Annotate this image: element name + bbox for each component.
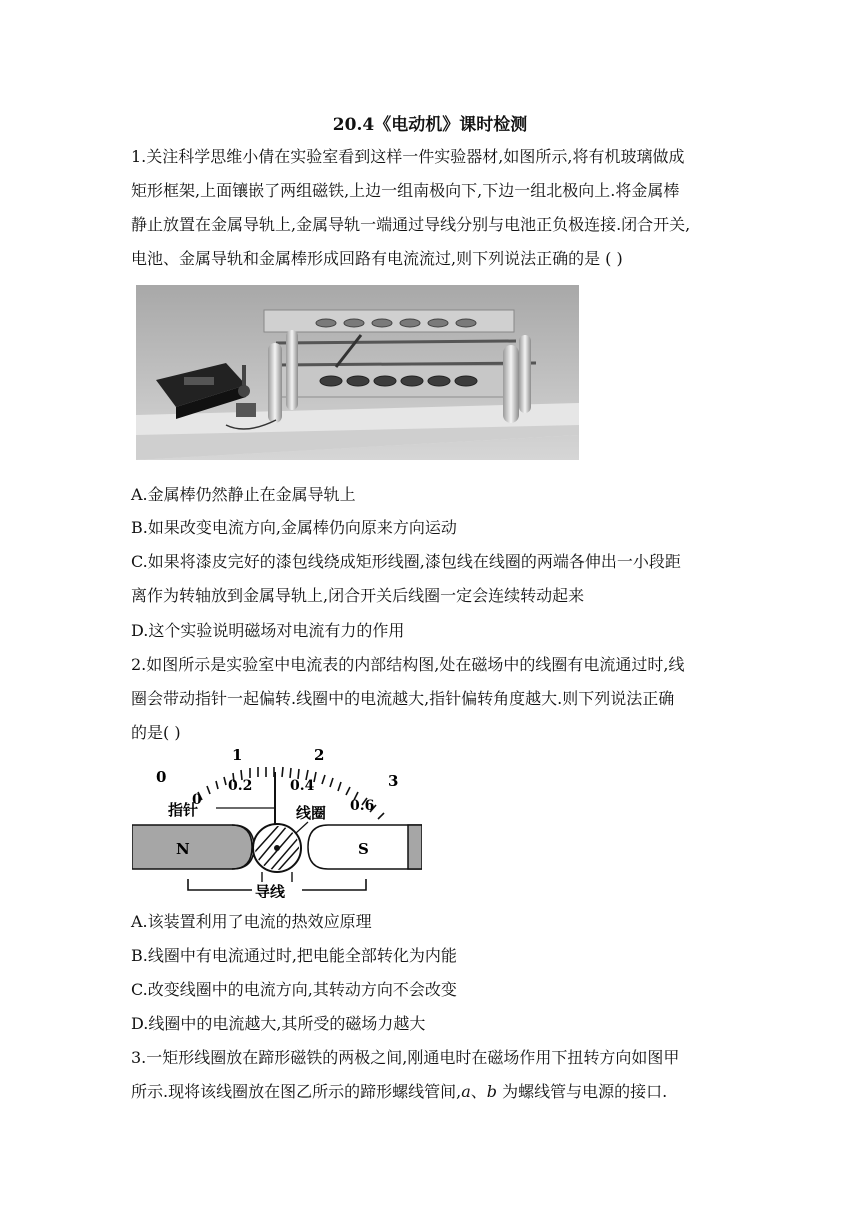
scale-top-2: 2 xyxy=(314,746,325,764)
question-2-option-a: A.该装置利用了电流的热效应原理 xyxy=(131,912,372,931)
question-2-option-d: D.线圈中的电流越大,其所受的磁场力越大 xyxy=(131,1014,426,1033)
label-wire: 导线 xyxy=(255,883,286,898)
scale-top-3: 3 xyxy=(388,772,399,790)
pole-s-label: S xyxy=(358,840,369,858)
apparatus-illustration xyxy=(136,285,579,460)
question-1-option-d: D.这个实验说明磁场对电流有力的作用 xyxy=(131,621,405,640)
label-coil: 线圈 xyxy=(296,804,327,822)
question-3-text-end: 为螺线管与电源的接口. xyxy=(497,1082,668,1101)
scale-bottom-1: 0.2 xyxy=(228,778,253,794)
question-2-line: 的是( ) xyxy=(131,723,181,742)
question-1-line: 1.关注科学思维小倩在实验室看到这样一件实验器材,如图所示,将有机玻璃做成 xyxy=(131,147,685,166)
question-1-option-c: C.如果将漆皮完好的漆包线绕成矩形线圈,漆包线在线圈的两端各伸出一小段距 xyxy=(131,552,681,571)
question-2-option-c: C.改变线圈中的电流方向,其转动方向不会改变 xyxy=(131,980,457,999)
question-1-line: 电池、金属导轨和金属棒形成回路有电流流过,则下列说法正确的是 ( ) xyxy=(131,249,623,268)
question-1-option-b: B.如果改变电流方向,金属棒仍向原来方向运动 xyxy=(131,518,457,537)
scale-bottom-2: 0.4 xyxy=(290,778,315,794)
pole-n-label: N xyxy=(176,840,190,858)
question-3-line-2 xyxy=(131,1075,743,1109)
separator: 、 xyxy=(470,1082,487,1101)
scale-bottom-3: 0.6 xyxy=(350,798,375,814)
terminal-a: a xyxy=(461,1082,471,1101)
question-1-option-a: A.金属棒仍然静止在金属导轨上 xyxy=(131,485,356,504)
question-2-line: 2.如图所示是实验室中电流表的内部结构图,处在磁场中的线圈有电流通过时,线 xyxy=(131,655,685,674)
apparatus-photo xyxy=(136,285,579,460)
question-3-text: 所示.现将该线圈放在图乙所示的蹄形螺线管间, xyxy=(131,1082,462,1101)
scale-top-1: 1 xyxy=(232,746,243,764)
question-1-line: 静止放置在金属导轨上,金属导轨一端通过导线分别与电池正负极连接.闭合开关, xyxy=(131,215,691,234)
ammeter-diagram xyxy=(132,742,422,898)
magnet-north xyxy=(132,825,252,869)
question-1-option-c-continued: 离作为转轴放到金属导轨上,闭合开关后线圈一定会连续转动起来 xyxy=(131,586,585,605)
scale-bottom-0: 0 xyxy=(192,792,202,808)
question-2-option-b: B.线圈中有电流通过时,把电能全部转化为内能 xyxy=(131,946,457,965)
question-2-line: 圈会带动指针一起偏转.线圈中的电流越大,指针偏转角度越大.则下列说法正确 xyxy=(131,689,675,708)
scale-top-0: 0 xyxy=(156,768,167,786)
label-pointer: 指针 xyxy=(168,801,199,819)
question-1-line: 矩形框架,上面镶嵌了两组磁铁,上边一组南极向下,下边一组北极向上.将金属棒 xyxy=(131,181,680,200)
question-3-line: 3.一矩形线圈放在蹄形磁铁的两极之间,刚通电时在磁场作用下扭转方向如图甲 xyxy=(131,1048,680,1067)
page-title: 20.4《电动机》课时检测 xyxy=(332,115,528,135)
terminal-b: b xyxy=(486,1082,497,1101)
